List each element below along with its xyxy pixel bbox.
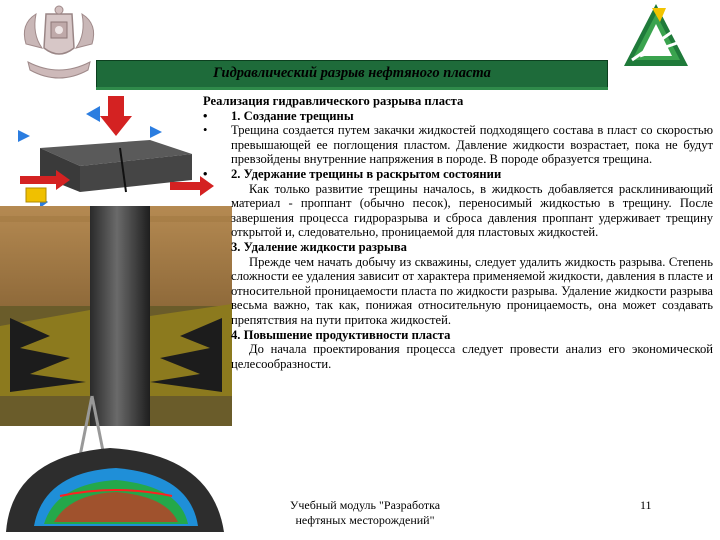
item-text: 1. Создание трещины (231, 108, 354, 123)
fracture-diagram-image (0, 96, 232, 536)
bullet-marker: • (203, 166, 208, 181)
section-heading-4: 4. Повышение продуктивности пласта (231, 327, 451, 342)
university-emblem-icon (18, 4, 100, 90)
footer-caption (255, 498, 475, 528)
list-item (203, 109, 713, 124)
paragraph-proppant: Как только развитие трещины началось, в жидкость добавляется расклинивающий материал - проппант (обычно песок), переносимый жидкостью в трещину. После завершения процесса гидроразрыва и сброса давления проппант удерживает трещину открытой и, следовательно, проницаемой для пластовых жидкостей. (231, 181, 713, 240)
section-heading-3: 3. Удаление жидкости разрыва (231, 239, 407, 254)
item-text: Трещина создается путем закачки жидкостей подходящего состава в пласт со скоростью превышающей ее поглощения пластом. Давление жидкости возрастает, пока не будут превзойдены внутренние напряжения в породе. В породе образуется трещина. (231, 123, 713, 167)
footer-line-2: нефтяных месторождений" (295, 513, 435, 527)
item-text: 2. Удержание трещины в раскрытом состоянии (231, 166, 502, 181)
title-underline (96, 87, 608, 90)
intro-heading: Реализация гидравлического разрыва пласта (203, 94, 464, 108)
title-bar (96, 60, 608, 88)
bullet-marker: • (203, 123, 208, 138)
content-body (203, 94, 713, 371)
list-item (203, 123, 713, 167)
paragraph-fluid-removal: Прежде чем начать добычу из скважины, следует удалить жидкость разрыва. Степень сложности ее удаления зависит от характера применяемой жидкости, давления в пласте и относительной проницаемости пласта по жидкости разрыва. Удаление жидкости разрыва весьма важно, так как, понижая относительную проницаемость, она может создавать препятствия на пути притока жидкостей. (231, 254, 713, 327)
paragraph-productivity: До начала проектирования процесса следует провести анализ его экономической целесообразности. (231, 342, 713, 371)
list-item (203, 167, 713, 182)
page-number: 11 (640, 498, 652, 512)
footer-line-1: Учебный модуль "Разработка (289, 498, 441, 512)
slide-title: Гидравлический разрыв нефтяного пласта (213, 65, 491, 81)
bullet-marker: • (203, 108, 208, 123)
triangle-logo-icon (622, 2, 690, 70)
